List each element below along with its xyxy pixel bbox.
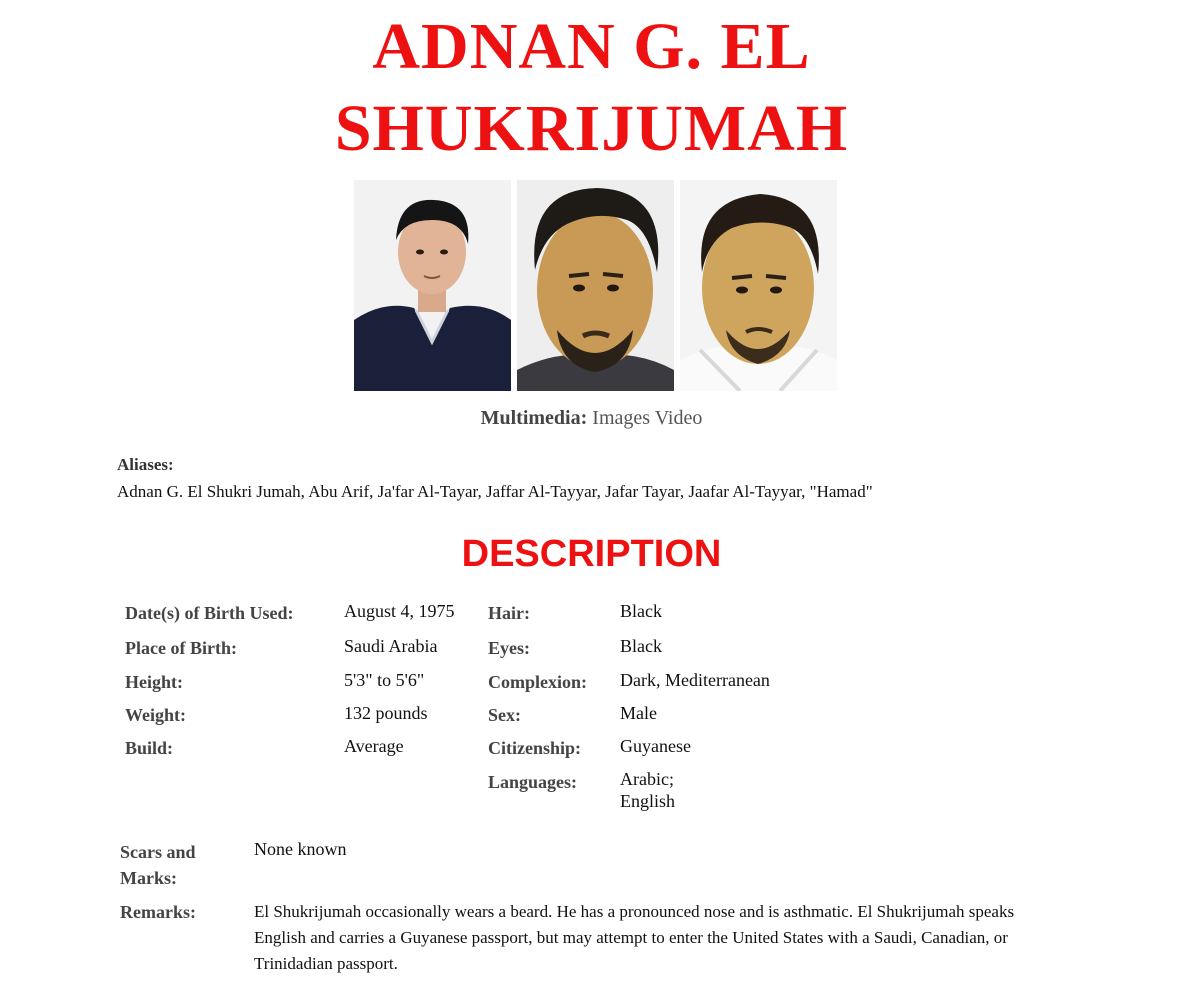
complexion-label: Complexion: [488,672,587,692]
build-value: Average [344,736,404,756]
eyes-label: Eyes: [488,638,530,658]
height-label: Height: [125,672,183,692]
photo-3[interactable] [680,180,837,391]
weight-value: 132 pounds [344,703,428,723]
complexion-value: Dark, Mediterranean [620,670,770,690]
page-title-line-2: SHUKRIJUMAH [334,92,849,165]
place-of-birth-label: Place of Birth: [125,638,237,658]
hair-label: Hair: [488,603,530,623]
sex-label: Sex: [488,705,521,725]
hair-value: Black [620,601,662,621]
page-title-line-1: ADNAN G. EL [372,10,811,83]
languages-value-2: English [620,791,676,811]
sex-value: Male [620,703,657,723]
remarks-value: El Shukrijumah occasionally wears a beard. He has a pronounced nose and is asthmatic. El Shukrijumah speaks English and carries a Guyanese passport, but may attempt to enter the United States with a Saudi, Canadian, or Trinidadian passport. [254,902,1015,973]
multimedia-row [0,407,1183,430]
place-of-birth-value: Saudi Arabia [344,636,438,656]
height-value: 5'3" to 5'6" [344,670,425,690]
languages-label: Languages: [488,772,578,792]
photo-2[interactable] [517,180,674,391]
dob-label: Date(s) of Birth Used: [125,603,294,623]
video-link[interactable]: Video [654,407,703,429]
eyes-value: Black [620,636,662,656]
scars-value: None known [254,839,347,859]
images-link[interactable]: Images [592,407,651,429]
citizenship-value: Guyanese [620,736,691,756]
photo-strip [354,180,842,391]
weight-label: Weight: [125,705,186,725]
description-heading: DESCRIPTION [461,533,722,575]
aliases-value: Adnan G. El Shukri Jumah, Abu Arif, Ja'far Al-Tayar, Jaffar Al-Tayyar, Jafar Tayar, Jaafar Al-Tayyar, "Hamad" [117,482,873,501]
citizenship-label: Citizenship: [488,738,582,758]
photo-1[interactable] [354,180,511,391]
multimedia-label: Multimedia: [480,407,588,429]
languages-value-1: Arabic; [620,769,674,789]
remarks-label: Remarks: [120,902,196,922]
build-label: Build: [125,738,174,758]
scars-label: Scars and Marks: [120,842,196,888]
aliases-label: Aliases: [117,455,174,474]
dob-value: August 4, 1975 [344,601,455,621]
